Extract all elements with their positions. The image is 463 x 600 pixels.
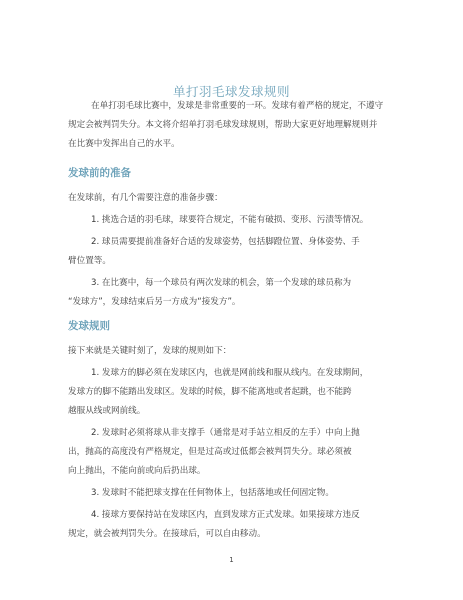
document-title: 单打羽毛球发球规则 — [172, 84, 290, 99]
section-heading-rules: 发球规则 — [68, 320, 110, 332]
intro-line-2: 规定会被判罚失分。本文将介绍单打羽毛球发球规则，帮助大家更好地理解规则并 — [68, 120, 378, 130]
section2-item-1-line-1: 1. 发球方的脚必须在发球区内，也就是网前线和服从线内。在发球期间， — [91, 368, 369, 378]
section2-item-1-line-3: 越服从线或网前线。 — [68, 406, 146, 416]
page-number: 1 — [229, 556, 234, 564]
section2-item-1-line-2: 发球方的脚不能踏出发球区。发球的时候，脚不能离地或者起跳，也不能跨 — [68, 387, 352, 397]
section1-item-3-line-1: 3. 在比赛中，每一个球员有两次发球的机会，第一个发球的球员称为 — [91, 278, 352, 288]
section2-item-3-line-1: 3. 发球时不能把球支撑在任何物体上，包括落地或任何固定物。 — [91, 488, 334, 498]
section1-item-2-line-1: 2. 球员需要提前准备好合适的发球姿势，包括脚蹬位置、身体姿势、手 — [91, 237, 360, 247]
intro-line-3: 在比赛中发挥出自己的水平。 — [68, 139, 180, 149]
section1-item-1-line-1: 1. 挑选合适的羽毛球，球要符合规定，不能有破损、变形、污渍等情况。 — [91, 215, 369, 225]
section1-item-2-line-2: 臂位置等。 — [68, 256, 111, 266]
section2-item-2-line-3: 向上抛出，不能向前或向后扔出球。 — [68, 466, 206, 476]
section1-lead: 在发球前，有几个需要注意的准备步骤： — [68, 193, 223, 203]
section2-item-4-line-2: 规定，就会被判罚失分。在接球后，可以自由移动。 — [68, 529, 266, 539]
section2-item-2-line-1: 2. 发球时必须将球从非支撑手（通常是对手站立相反的左手）中向上抛 — [91, 428, 360, 438]
section2-lead: 接下来就是关键时刻了，发球的规则如下： — [68, 346, 232, 356]
section-heading-preparation: 发球前的准备 — [68, 167, 131, 179]
section1-item-3-line-2: “发球方”，发球结束后另一方成为“接发方”。 — [68, 297, 241, 307]
section2-item-4-line-1: 4. 接球方要保持站在发球区内，直到发球方正式发球。如果接球方违反 — [91, 510, 360, 520]
intro-line-1: 在单打羽毛球比赛中，发球是非常重要的一环。发球有着严格的规定，不遵守 — [91, 101, 384, 111]
section2-item-2-line-2: 出，抛高的高度没有严格规定，但是过高或过低都会被判罚失分。球必须被 — [68, 447, 352, 457]
